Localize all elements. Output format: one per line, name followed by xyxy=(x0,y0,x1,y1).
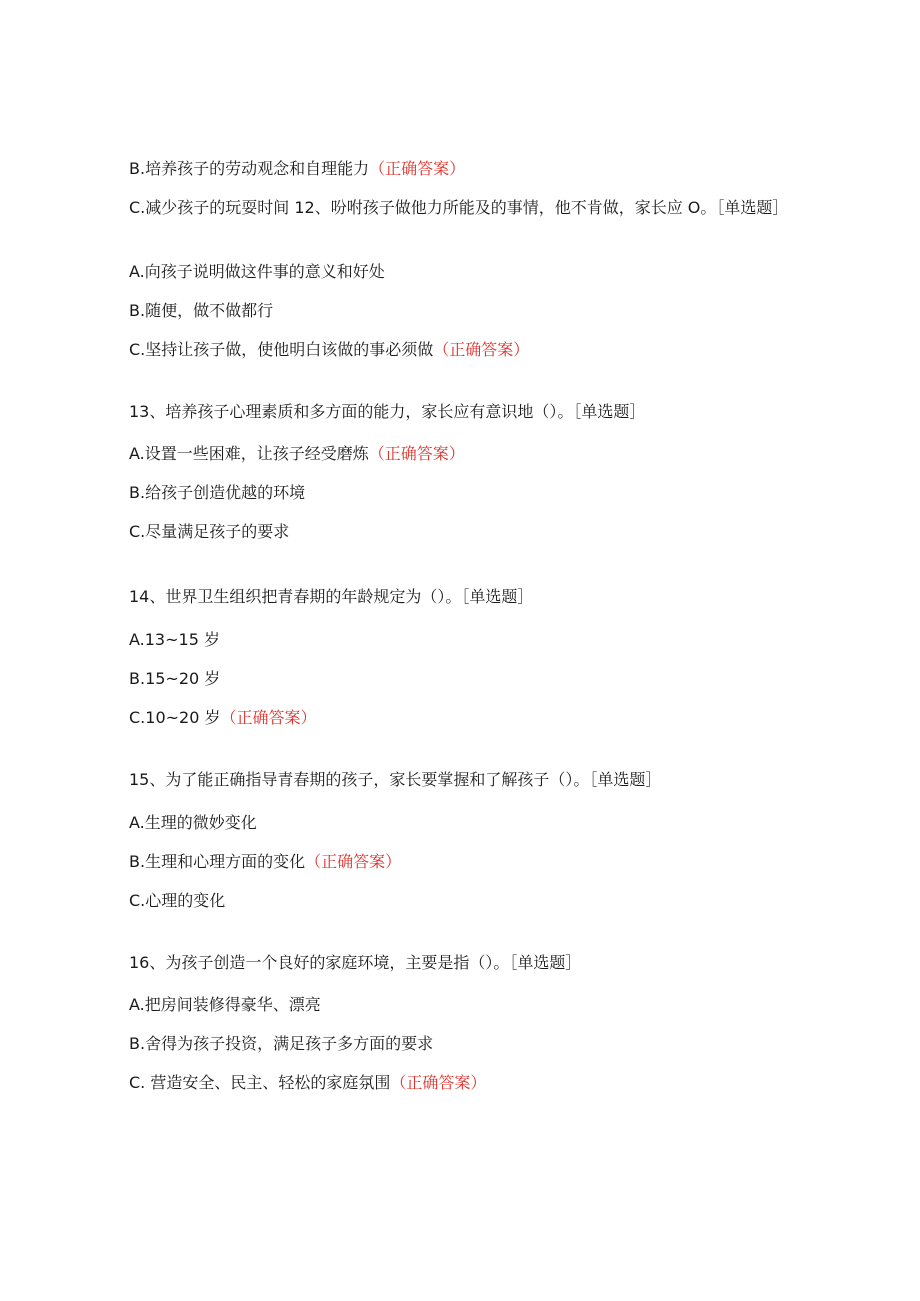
option-text: A.设置一些困难，让孩子经受磨炼 xyxy=(129,444,369,463)
question-text: 15、为了能正确指导青春期的孩子，家长要掌握和了解孩子（）。［单选题］ xyxy=(129,770,662,789)
option-c-q11-and-question-12 xyxy=(129,195,789,221)
option-text: A.生理的微妙变化 xyxy=(129,813,257,832)
question-15 xyxy=(129,767,789,793)
correct-answer-tag: （正确答案） xyxy=(390,1073,487,1092)
question-14 xyxy=(129,584,789,610)
question-13 xyxy=(129,399,789,425)
option-text: B.给孩子创造优越的环境 xyxy=(129,483,306,502)
option-b-q15 xyxy=(129,849,789,875)
option-text: C.尽量满足孩子的要求 xyxy=(129,522,290,541)
option-c-q12 xyxy=(129,337,789,363)
option-c-q14 xyxy=(129,705,789,731)
option-b-q14 xyxy=(129,666,789,692)
correct-answer-tag: （正确答案） xyxy=(305,852,402,871)
correct-answer-tag: （正确答案） xyxy=(368,444,465,463)
correct-answer-tag: （正确答案） xyxy=(220,708,317,727)
option-text: C.10~20 岁 xyxy=(129,708,221,727)
option-b-q13 xyxy=(129,480,789,506)
option-c-q16 xyxy=(129,1070,789,1096)
option-b-q12 xyxy=(129,298,789,324)
option-a-q16 xyxy=(129,992,789,1018)
question-text: 14、世界卫生组织把青春期的年龄规定为（）。［单选题］ xyxy=(129,587,534,606)
option-b-q11 xyxy=(129,156,789,182)
option-a-q14 xyxy=(129,627,789,653)
correct-answer-tag: （正确答案） xyxy=(369,159,466,178)
option-text: B.生理和心理方面的变化 xyxy=(129,852,306,871)
option-text: C. 营造安全、民主、轻松的家庭氛围 xyxy=(129,1073,391,1092)
option-a-q12 xyxy=(129,259,789,285)
question-16 xyxy=(129,950,789,976)
option-a-q13 xyxy=(129,441,789,467)
option-text: C.减少孩子的玩耍时间 12、吩咐孩子做他力所能及的事情，他不肯做，家长应 O。［单选题］ xyxy=(129,198,789,217)
correct-answer-tag: （正确答案） xyxy=(433,340,530,359)
option-text: B.培养孩子的劳动观念和自理能力 xyxy=(129,159,370,178)
option-text: C.心理的变化 xyxy=(129,891,226,910)
option-text: A.向孩子说明做这件事的意义和好处 xyxy=(129,262,385,281)
option-text: C.坚持让孩子做，使他明白该做的事必须做 xyxy=(129,340,434,359)
question-text: 16、为孩子创造一个良好的家庭环境，主要是指（）。［单选题］ xyxy=(129,953,582,972)
option-text: B.舍得为孩子投资，满足孩子多方面的要求 xyxy=(129,1034,434,1053)
option-text: A.13~15 岁 xyxy=(129,630,220,649)
option-a-q15 xyxy=(129,810,789,836)
option-b-q16 xyxy=(129,1031,789,1057)
option-text: A.把房间装修得豪华、漂亮 xyxy=(129,995,321,1014)
option-text: B.随便，做不做都行 xyxy=(129,301,274,320)
option-text: B.15~20 岁 xyxy=(129,669,221,688)
option-c-q13 xyxy=(129,519,789,545)
question-text: 13、培养孩子心理素质和多方面的能力，家长应有意识地（）。［单选题］ xyxy=(129,402,646,421)
option-c-q15 xyxy=(129,888,789,914)
